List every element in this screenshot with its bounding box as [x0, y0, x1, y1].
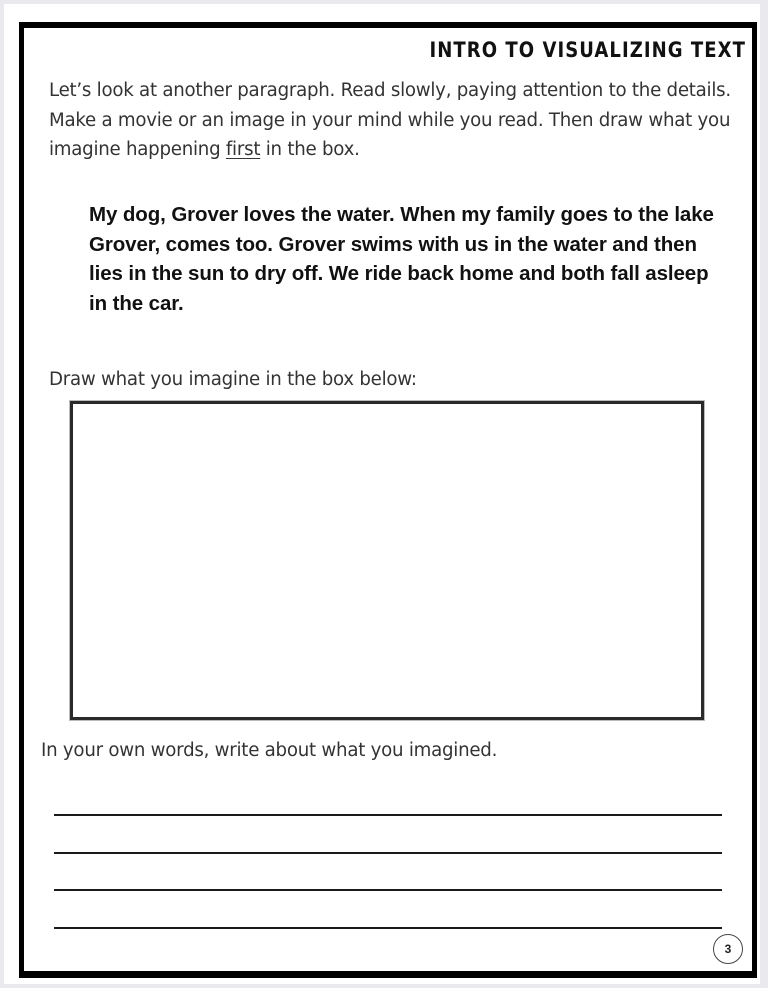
- instructions-paragraph: [49, 76, 739, 165]
- writing-line-4[interactable]: [54, 927, 722, 929]
- page-title: INTRO TO VISUALIZING TEXT: [429, 38, 746, 62]
- writing-line-2[interactable]: [54, 852, 722, 854]
- page-border-frame: [19, 22, 757, 978]
- instructions-text-start: Let’s look at another paragraph. Read slowly, paying attention to the details. Make a movie or an image in your mind while you read. Then draw what you imagine happening: [49, 80, 731, 160]
- page-number-badge: 3: [713, 934, 743, 964]
- instructions-text-end: in the box.: [260, 139, 360, 160]
- writing-line-1[interactable]: [54, 814, 722, 816]
- drawing-box[interactable]: [70, 401, 704, 720]
- emphasized-word-first: first: [225, 139, 261, 160]
- story-paragraph: My dog, Grover loves the water. When my family goes to the lake Grover, comes too. Grover swims with us in the water and then lies in the sun to dry off. We ride back home and both fall asleep in the car.: [89, 203, 714, 315]
- writing-prompt-label: In your own words, write about what you imagined.: [41, 740, 498, 761]
- drawing-prompt-label: Draw what you imagine in the box below:: [49, 369, 417, 390]
- writing-line-3[interactable]: [54, 889, 722, 891]
- worksheet-page: [4, 4, 760, 984]
